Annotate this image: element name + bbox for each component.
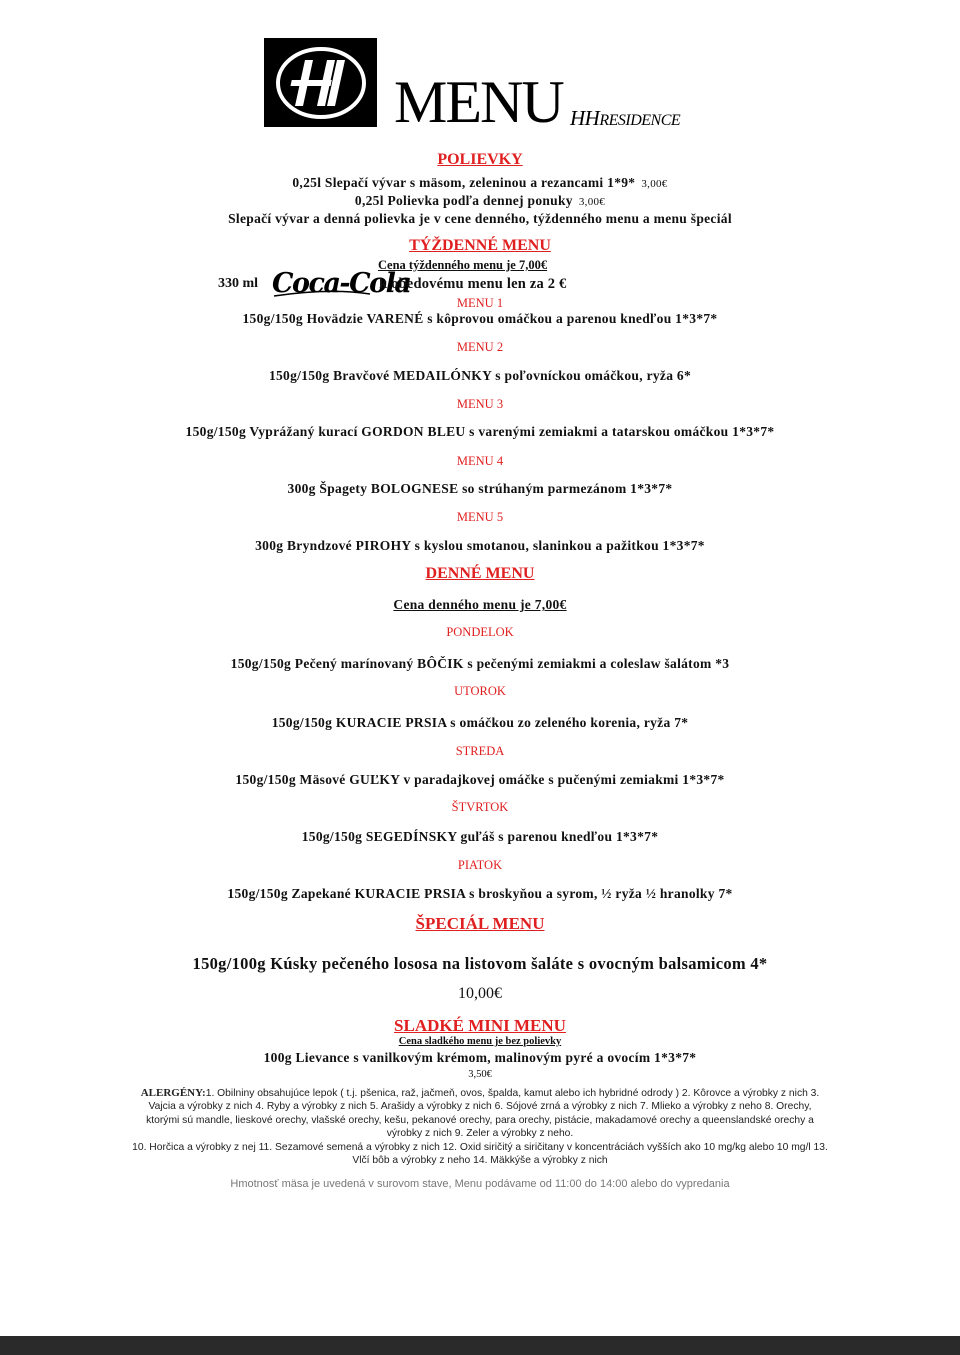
sweet-price: 3,50€ (468, 1069, 492, 1080)
residence-subtitle (570, 106, 680, 131)
subtitle-residence: RESIDENCE (599, 112, 681, 129)
day-thursday-dish: 150g/150g SEGEDÍNSKY guľáš s parenou knedľou 1*3*7* (301, 829, 659, 844)
day-wednesday-dish: 150g/150g Mäsové GUĽKY v paradajkovej omáčke s pučenými zemiakmi 1*3*7* (235, 772, 725, 787)
allergen-line-3: ktorými sú mandle, lieskové orechy, vlašské orechy, kešu, pekanové orechy, para orechy, pistácie, makadamové orechy a queenslandské orechy a (146, 1114, 814, 1126)
day-monday-label: PONDELOK (446, 625, 514, 639)
allergen-line-1 (110, 1087, 850, 1100)
menu-3-label: MENU 3 (456, 397, 504, 411)
allergen-line-2: Vajcia a výrobky z nich 4. Ryby a výrobky z nich 5. Arašidy a výrobky z nich 6. Sójové zrná a výrobky z nich 7. Mlieko a výrobky z neho 8. Orechy, (148, 1101, 812, 1113)
soup-item-2-price: 3,00€ (578, 196, 606, 208)
soups-note: Slepačí vývar a denná polievka je v cene denného, týždenného menu a menu špeciál (228, 211, 732, 226)
allergen-line-5: 10. Horčica a výrobky z nej 11. Sezamové semená a výrobky z nich 12. Oxid siričitý a siričitany v koncentráciách vyšších ako 10 mg/kg alebo 10 mg/l 13. (132, 1141, 828, 1153)
menu-2-label: MENU 2 (456, 340, 504, 354)
special-heading: ŠPECIÁL MENU (415, 914, 545, 933)
day-tuesday-label: UTOROK (454, 684, 506, 698)
cola-offer (218, 258, 638, 300)
cola-deal: k obedovému menu len za 2 € (379, 276, 567, 292)
menu-1-dish: 150g/150g Hovädzie VARENÉ s kôprovou omáčkou a parenou knedľou 1*3*7* (242, 311, 718, 326)
special-price: 10,00€ (458, 985, 502, 1002)
menu-1-label: MENU 1 (456, 296, 504, 310)
soups-heading: POLIEVKY (437, 151, 523, 168)
weekly-heading: TÝŽDENNÉ MENU (409, 237, 551, 254)
soup-item-2-text: 0,25l Polievka podľa dennej ponuky (354, 193, 573, 208)
sweet-note: Cena sladkého menu je bez polievky (398, 1036, 562, 1047)
special-dish: 150g/100g Kúsky pečeného lososa na listovom šaláte s ovocným balsamicom 4* (192, 954, 768, 973)
day-monday-dish: 150g/150g Pečený marínovaný BÔČIK s pečenými zemiakmi a coleslaw šalátom *3 (230, 656, 730, 671)
coca-cola-logo-text: Coca-Cola (272, 268, 411, 299)
allergen-info (110, 1087, 850, 1167)
sweet-heading: SLADKÉ MINI MENU (394, 1016, 566, 1035)
cola-volume: 330 ml (218, 276, 259, 291)
menu-title: MENU (394, 69, 563, 135)
day-friday-label: PIATOK (457, 858, 503, 872)
menu-2-dish: 150g/150g Bravčové MEDAILÓNKY s poľovníckou omáčkou, ryža 6* (268, 368, 692, 383)
sweet-dish: 100g Lievance s vanilkovým krémom, malinovým pyré a ovocím 1*3*7* (263, 1050, 697, 1065)
allergen-label: ALERGÉNY: (140, 1087, 206, 1099)
hh-logo-icon (275, 46, 367, 120)
allergen-text-1: 1. Obilniny obsahujúce lepok ( t.j. pšenica, raž, jačmeň, ovos, špalda, kamut alebo ich hybridné odrody ) 2. Kôrovce a výrobky z nich 3. (205, 1088, 820, 1099)
allergen-line-4: výrobky z nich 9. Zeler a výrobky z neho. (386, 1128, 574, 1140)
footer-note: Hmotnosť mäsa je uvedená v surovom stave, Menu podávame od 11:00 do 14:00 alebo do vypredania (230, 1178, 730, 1190)
hh-logo (264, 38, 377, 127)
day-thursday-label: ŠTVRTOK (451, 800, 509, 814)
menu-4-label: MENU 4 (456, 454, 504, 468)
subtitle-hh: HH (570, 106, 600, 130)
bottom-bar (0, 1336, 960, 1355)
menu-5-label: MENU 5 (456, 510, 504, 524)
menu-5-dish: 300g Bryndzové PIROHY s kyslou smotanou, slaninkou a pažitkou 1*3*7* (255, 538, 705, 553)
soup-item-1-text: 0,25l Slepačí vývar s mäsom, zeleninou a rezancami 1*9* (292, 175, 636, 190)
day-tuesday-dish: 150g/150g KURACIE PRSIA s omáčkou zo zeleného korenia, ryža 7* (271, 715, 689, 730)
allergen-line-6: Vlčí bôb a výrobky z neho 14. Mäkkýše a výrobky z nich (352, 1155, 608, 1167)
menu-3-dish: 150g/150g Vyprážaný kurací GORDON BLEU s varenými zemiakmi a tatarskou omáčkou 1*3*7* (185, 424, 775, 439)
soup-item-2 (0, 193, 960, 209)
soup-item-1-price: 3,00€ (641, 178, 668, 190)
day-wednesday-label: STREDA (455, 744, 505, 758)
menu-4-dish: 300g Špagety BOLOGNESE so strúhaným parmezánom 1*3*7* (287, 481, 673, 496)
weekly-price-note: Cena týždenného menu je 7,00€ (378, 258, 548, 272)
daily-heading: DENNÉ MENU (425, 565, 535, 582)
daily-price-note: Cena denného menu je 7,00€ (393, 597, 567, 612)
day-friday-dish: 150g/150g Zapekané KURACIE PRSIA s broskyňou a syrom, ½ ryža ½ hranolky 7* (227, 886, 733, 901)
soup-item-1 (0, 175, 960, 191)
